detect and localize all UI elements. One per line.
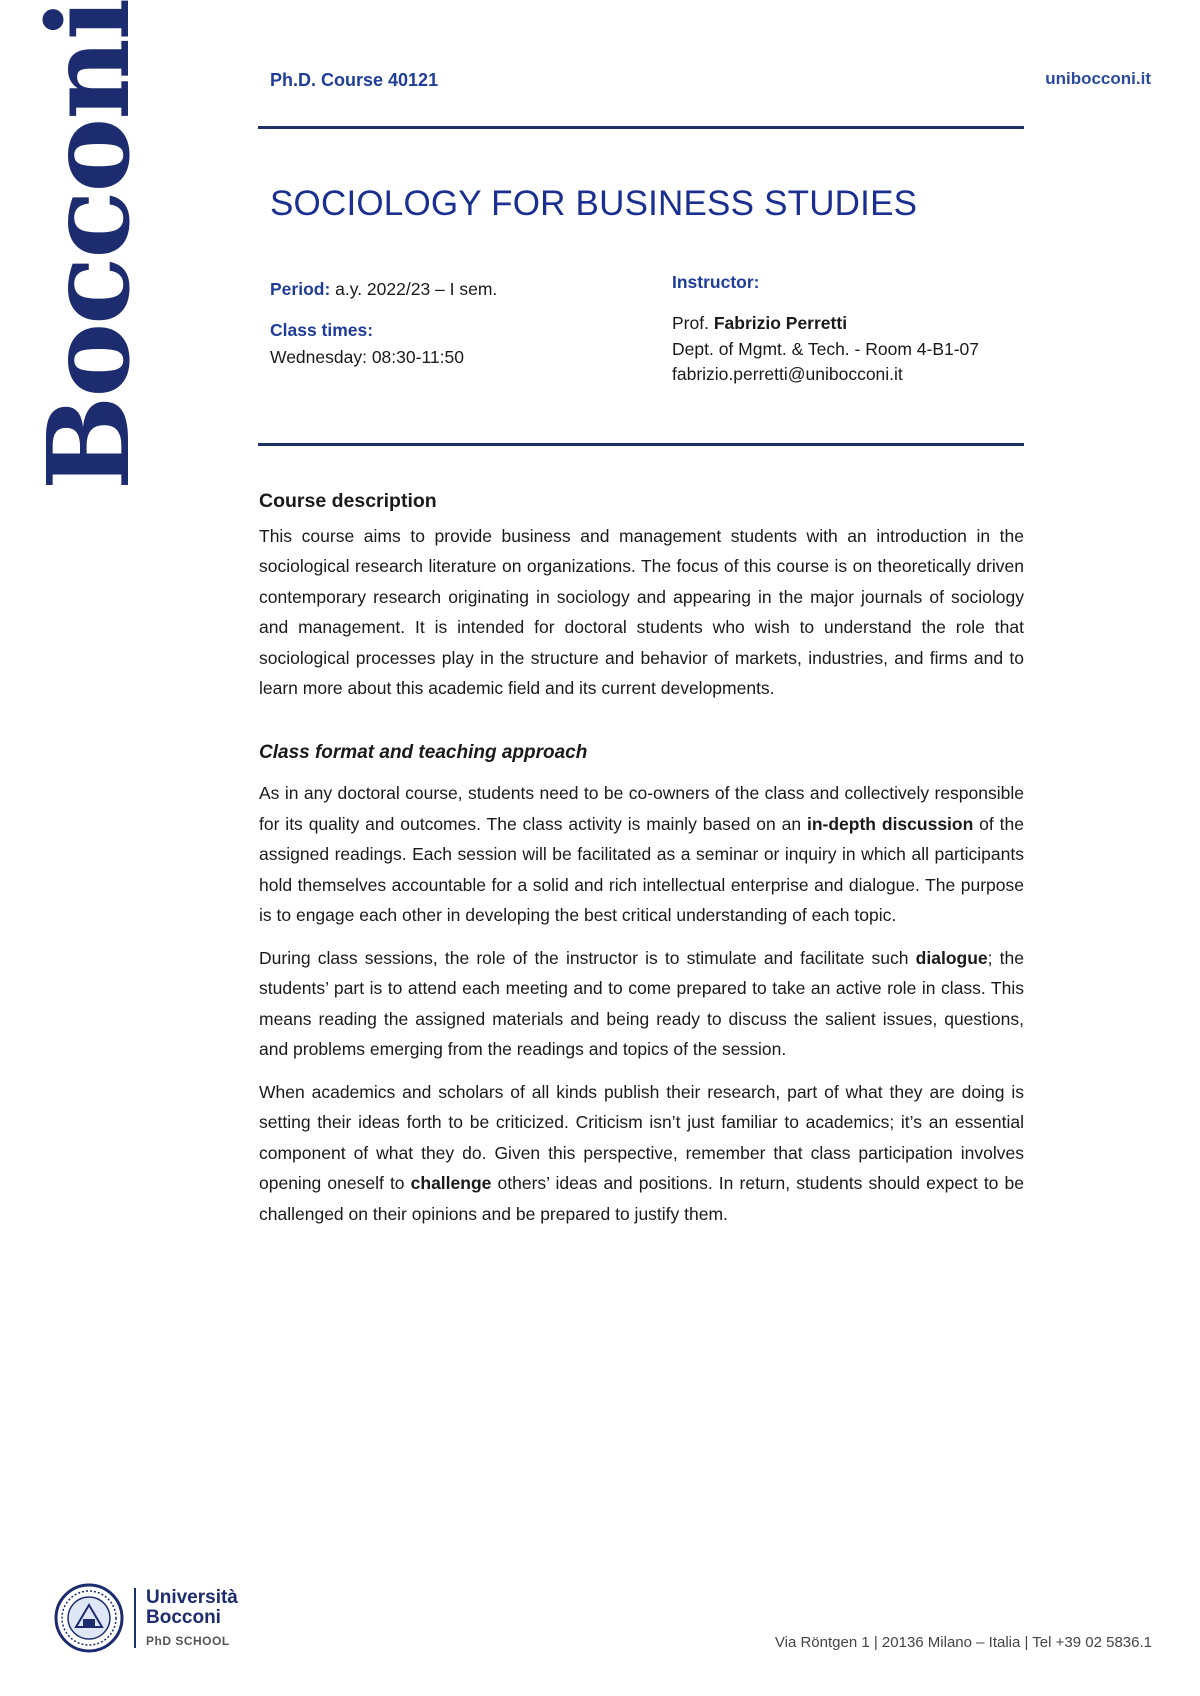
period-value: a.y. 2022/23 – I sem.: [330, 279, 498, 299]
university-seal-icon: [54, 1583, 124, 1653]
instructor-email[interactable]: fabrizio.perretti@unibocconi.it: [672, 364, 903, 385]
page-title: SOCIOLOGY FOR BUSINESS STUDIES: [270, 184, 918, 223]
class-times-value: Wednesday: 08:30-11:50: [270, 347, 464, 368]
instructor-label: Instructor:: [672, 272, 760, 292]
class-format-heading: Class format and teaching approach: [259, 741, 588, 763]
course-info: [270, 276, 497, 371]
class-format-paragraph-1: As in any doctoral course, students need to be co-owners of the class and collectively responsible for its quality and outcomes. The class activity is mainly based on an in-depth discussion of the assigned readings. Each session will be facilitated as a seminar or inquiry in which all participants hold themselves accountable for a solid and rich intellectual enterprise and dialogue. The purpose is to engage each other in developing the best critical understanding of each topic.: [259, 783, 1024, 925]
class-format-paragraph-3: When academics and scholars of all kinds publish their research, part of what they are doing is setting their ideas forth to be criticized. Criticism isn’t just familiar to academics; it’s an essential component of what they do. Given this perspective, remember that class participation involves opening oneself to challenge others’ ideas and positions. In return, students should expect to be challenged on their opinions and be prepared to justify them.: [259, 1081, 1024, 1224]
period-label: Period:: [270, 279, 331, 299]
instructor-dept: Dept. of Mgmt. & Tech. - Room 4-B1-07: [672, 338, 980, 359]
university-logo: [54, 1583, 238, 1653]
instructor-prefix: Prof.: [672, 313, 714, 334]
course-description-heading: Course description: [259, 490, 437, 512]
footer-address: Via Röntgen 1 | 20136 Milano – Italia | Tel +39 02 5836.1: [774, 1634, 1152, 1651]
instructor-name: Fabrizio Perretti: [713, 313, 848, 334]
course-code: Ph.D. Course 40121: [270, 70, 439, 90]
period-line: [270, 276, 497, 303]
instructor-info: [672, 270, 979, 388]
top-divider: [258, 126, 1024, 129]
class-times-label: Class times:: [270, 320, 374, 341]
bottom-divider: [258, 443, 1024, 446]
bocconi-vertical-logo: Bocconi: [24, 0, 155, 491]
site-link[interactable]: unibocconi.it: [1045, 69, 1151, 88]
instructor-name-line: [672, 311, 979, 336]
logo-divider: [134, 1588, 136, 1648]
class-format-paragraph-2: During class sessions, the role of the instructor is to stimulate and facilitate such dialogue; the students’ part is to attend each meeting and to come prepared to take an active role in class. This means reading the assigned materials and being ready to discuss the salient issues, questions, and problems emerging from the readings and topics of the session.: [259, 947, 1024, 1059]
course-description-text: This course aims to provide business and management students with an introduction in the sociological research literature on organizations. The focus of this course is on theoretically driven contemporary research originating in sociology and appearing in the major journals of sociology and management. It is intended for doctoral students who wish to understand the role that sociological processes play in the structure and behavior of markets, industries, and firms and to learn more about this academic field and its current developments.: [259, 525, 1024, 698]
logo-text: Università Bocconi PhD SCHOOL: [146, 1586, 238, 1649]
main-content: [259, 486, 1024, 1229]
